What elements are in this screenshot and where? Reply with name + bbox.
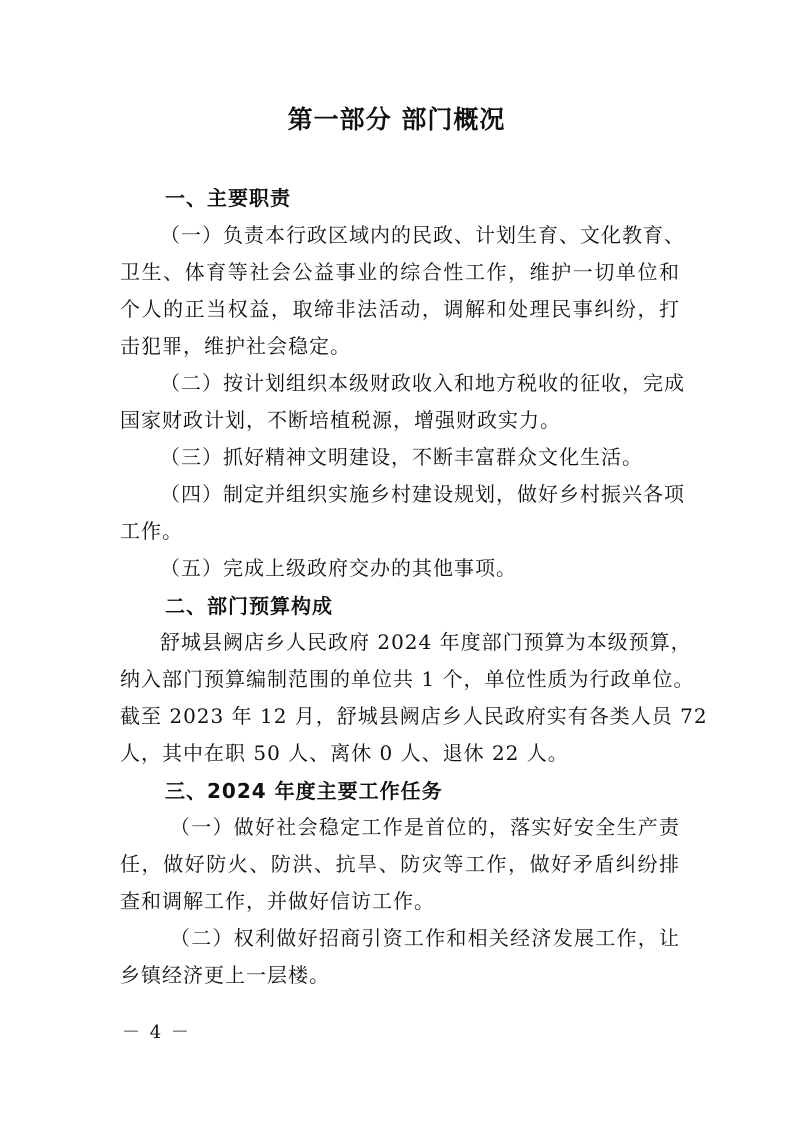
section-heading-budget-composition: 二、部门预算构成 [165,594,333,618]
paragraph-line: 截至 2023 年 12 月，舒城县阙店乡人民政府实有各类人员 72 [120,704,708,728]
page-title: 第一部分 部门概况 [287,105,506,134]
paragraph-line: 乡镇经济更上一层楼。 [120,963,330,987]
paragraph-line: 击犯罪，维护社会稳定。 [120,334,351,358]
paragraph-line: （一）做好社会稳定工作是首位的，落实好安全生产责 [170,815,680,839]
paragraph-line: 查和调解工作，并做好信访工作。 [120,889,435,913]
paragraph-line: 工作。 [120,519,183,543]
paragraph-line: 卫生、体育等社会公益事业的综合性工作，维护一切单位和 [120,260,680,284]
paragraph-line: （二）按计划组织本级财政收入和地方税收的征收，完成 [160,371,685,395]
paragraph-line: 人，其中在职 50 人、离休 0 人、退休 22 人。 [120,741,569,765]
paragraph-line: （一）负责本行政区域内的民政、计划生育、文化教育、 [160,223,685,247]
paragraph-line: （三）抓好精神文明建设，不断丰富群众文化生活。 [160,445,643,469]
paragraph-line: 纳入部门预算编制范围的单位共 1 个，单位性质为行政单位。 [120,667,695,691]
paragraph-line: 任，做好防火、防洪、抗旱、防灾等工作，做好矛盾纠纷排 [120,852,680,876]
section-heading-work-tasks: 三、2024 年度主要工作任务 [165,779,443,803]
paragraph-line: （四）制定并组织实施乡村建设规划，做好乡村振兴各项 [160,482,685,506]
paragraph-line: （二）权利做好招商引资工作和相关经济发展工作，让 [170,926,680,950]
paragraph-line: 国家财政计划，不断培植税源，增强财政实力。 [120,408,561,432]
paragraph-line: 舒城县阙店乡人民政府 2024 年度部门预算为本级预算， [160,630,692,654]
page-number: － 4 － [122,1022,191,1043]
section-heading-main-duties: 一、主要职责 [165,186,291,210]
paragraph-line: 个人的正当权益，取缔非法活动，调解和处理民事纠纷，打 [120,297,680,321]
paragraph-line: （五）完成上级政府交办的其他事项。 [160,556,517,580]
